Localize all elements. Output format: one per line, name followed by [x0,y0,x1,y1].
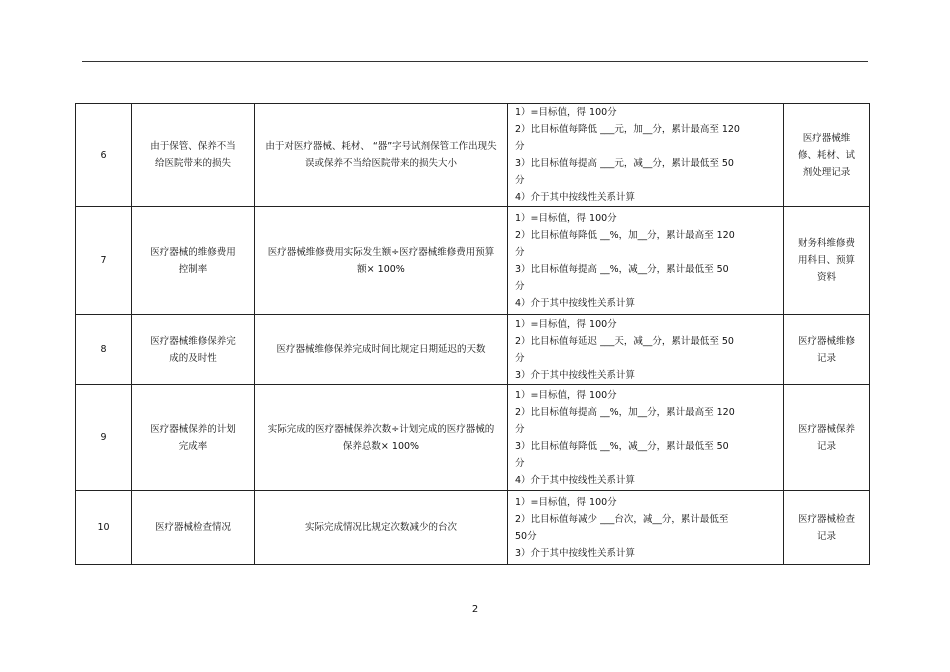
data-source: 医疗器械保养记录 [784,385,870,491]
rule-line: 4）介于其中按线性关系计算 [515,474,636,486]
rule-line: 2）比目标值每降低 ___元，加__分，累计最高至 120 [515,124,740,135]
header-rule [82,61,868,62]
scoring-rules [508,491,784,565]
rule-line: 分 [515,280,525,292]
scoring-rules [508,315,784,385]
rule-line: 分 [515,175,525,186]
row-number: 9 [76,385,132,491]
indicator-name: 医疗器械检查情况 [132,491,255,565]
rule-line: 3）比目标值每提高 ___元，减__分，累计最低至 50 [515,158,734,169]
rule-line: 3）比目标值每提高 __%，减__分，累计最低至 50 [515,263,729,275]
indicator-name: 医疗器械维修保养完成的及时性 [132,315,255,385]
rule-line: 50分 [515,530,537,542]
table-row [76,385,870,491]
rule-line: 3）介于其中按线性关系计算 [515,547,636,559]
indicator-definition: 由于对医疗器械、耗材、 “器”字号试剂保管工作出现失误或保养不当给医院带来的损失大小 [255,104,508,207]
table-row [76,315,870,385]
table-row [76,491,870,565]
scoring-rules [508,385,784,491]
rule-line: 1）=目标值，得 100分 [515,389,617,401]
rule-line: 2）比目标值每延迟 ___天，减__分，累计最低至 50 [515,335,734,347]
rule-line: 分 [515,457,525,469]
indicator-name: 医疗器械的维修费用控制率 [132,207,255,315]
rule-line: 4）介于其中按线性关系计算 [515,297,636,309]
rule-line: 1）=目标值，得 100分 [515,107,617,118]
rule-line: 1）=目标值，得 100分 [515,212,617,224]
data-source: 医疗器械维修记录 [784,315,870,385]
table-row [76,207,870,315]
data-source: 医疗器械维修、耗材、试剂处理记录 [784,104,870,207]
rule-line: 1）=目标值，得 100分 [515,496,617,508]
data-source: 医疗器械检查记录 [784,491,870,565]
indicator-name: 由于保管、保养不当给医院带来的损失 [132,104,255,207]
rule-line: 4）介于其中按线性关系计算 [515,192,636,203]
indicator-name: 医疗器械保养的计划完成率 [132,385,255,491]
indicator-definition: 实际完成的医疗器械保养次数÷计划完成的医疗器械的保养总数× 100% [255,385,508,491]
rule-line: 1）=目标值，得 100分 [515,318,617,330]
page-number: 2 [471,604,479,615]
row-number: 6 [76,104,132,207]
rule-line: 2）比目标值每提高 __%，加__分，累计最高至 120 [515,406,735,418]
indicator-definition: 医疗器械维修保养完成时间比规定日期延迟的天数 [255,315,508,385]
rule-line: 3）介于其中按线性关系计算 [515,369,636,381]
rule-line: 分 [515,246,525,258]
indicator-definition: 实际完成情况比规定次数减少的台次 [255,491,508,565]
rule-line: 2）比目标值每降低 __%，加__分，累计最高至 120 [515,229,735,241]
row-number: 7 [76,207,132,315]
kpi-table [75,103,870,565]
data-source: 财务科维修费用科目、预算资料 [784,207,870,315]
rule-line: 分 [515,423,525,435]
rule-line: 分 [515,141,525,152]
scoring-rules [508,104,784,207]
indicator-definition: 医疗器械维修费用实际发生额÷医疗器械维修费用预算额× 100% [255,207,508,315]
rule-line: 2）比目标值每减少 ___台次，减__分，累计最低至 [515,513,729,525]
scoring-rules [508,207,784,315]
rule-line: 3）比目标值每降低 __%，减__分，累计最低至 50 [515,440,729,452]
row-number: 10 [76,491,132,565]
rule-line: 分 [515,352,525,364]
table-row [76,104,870,207]
row-number: 8 [76,315,132,385]
